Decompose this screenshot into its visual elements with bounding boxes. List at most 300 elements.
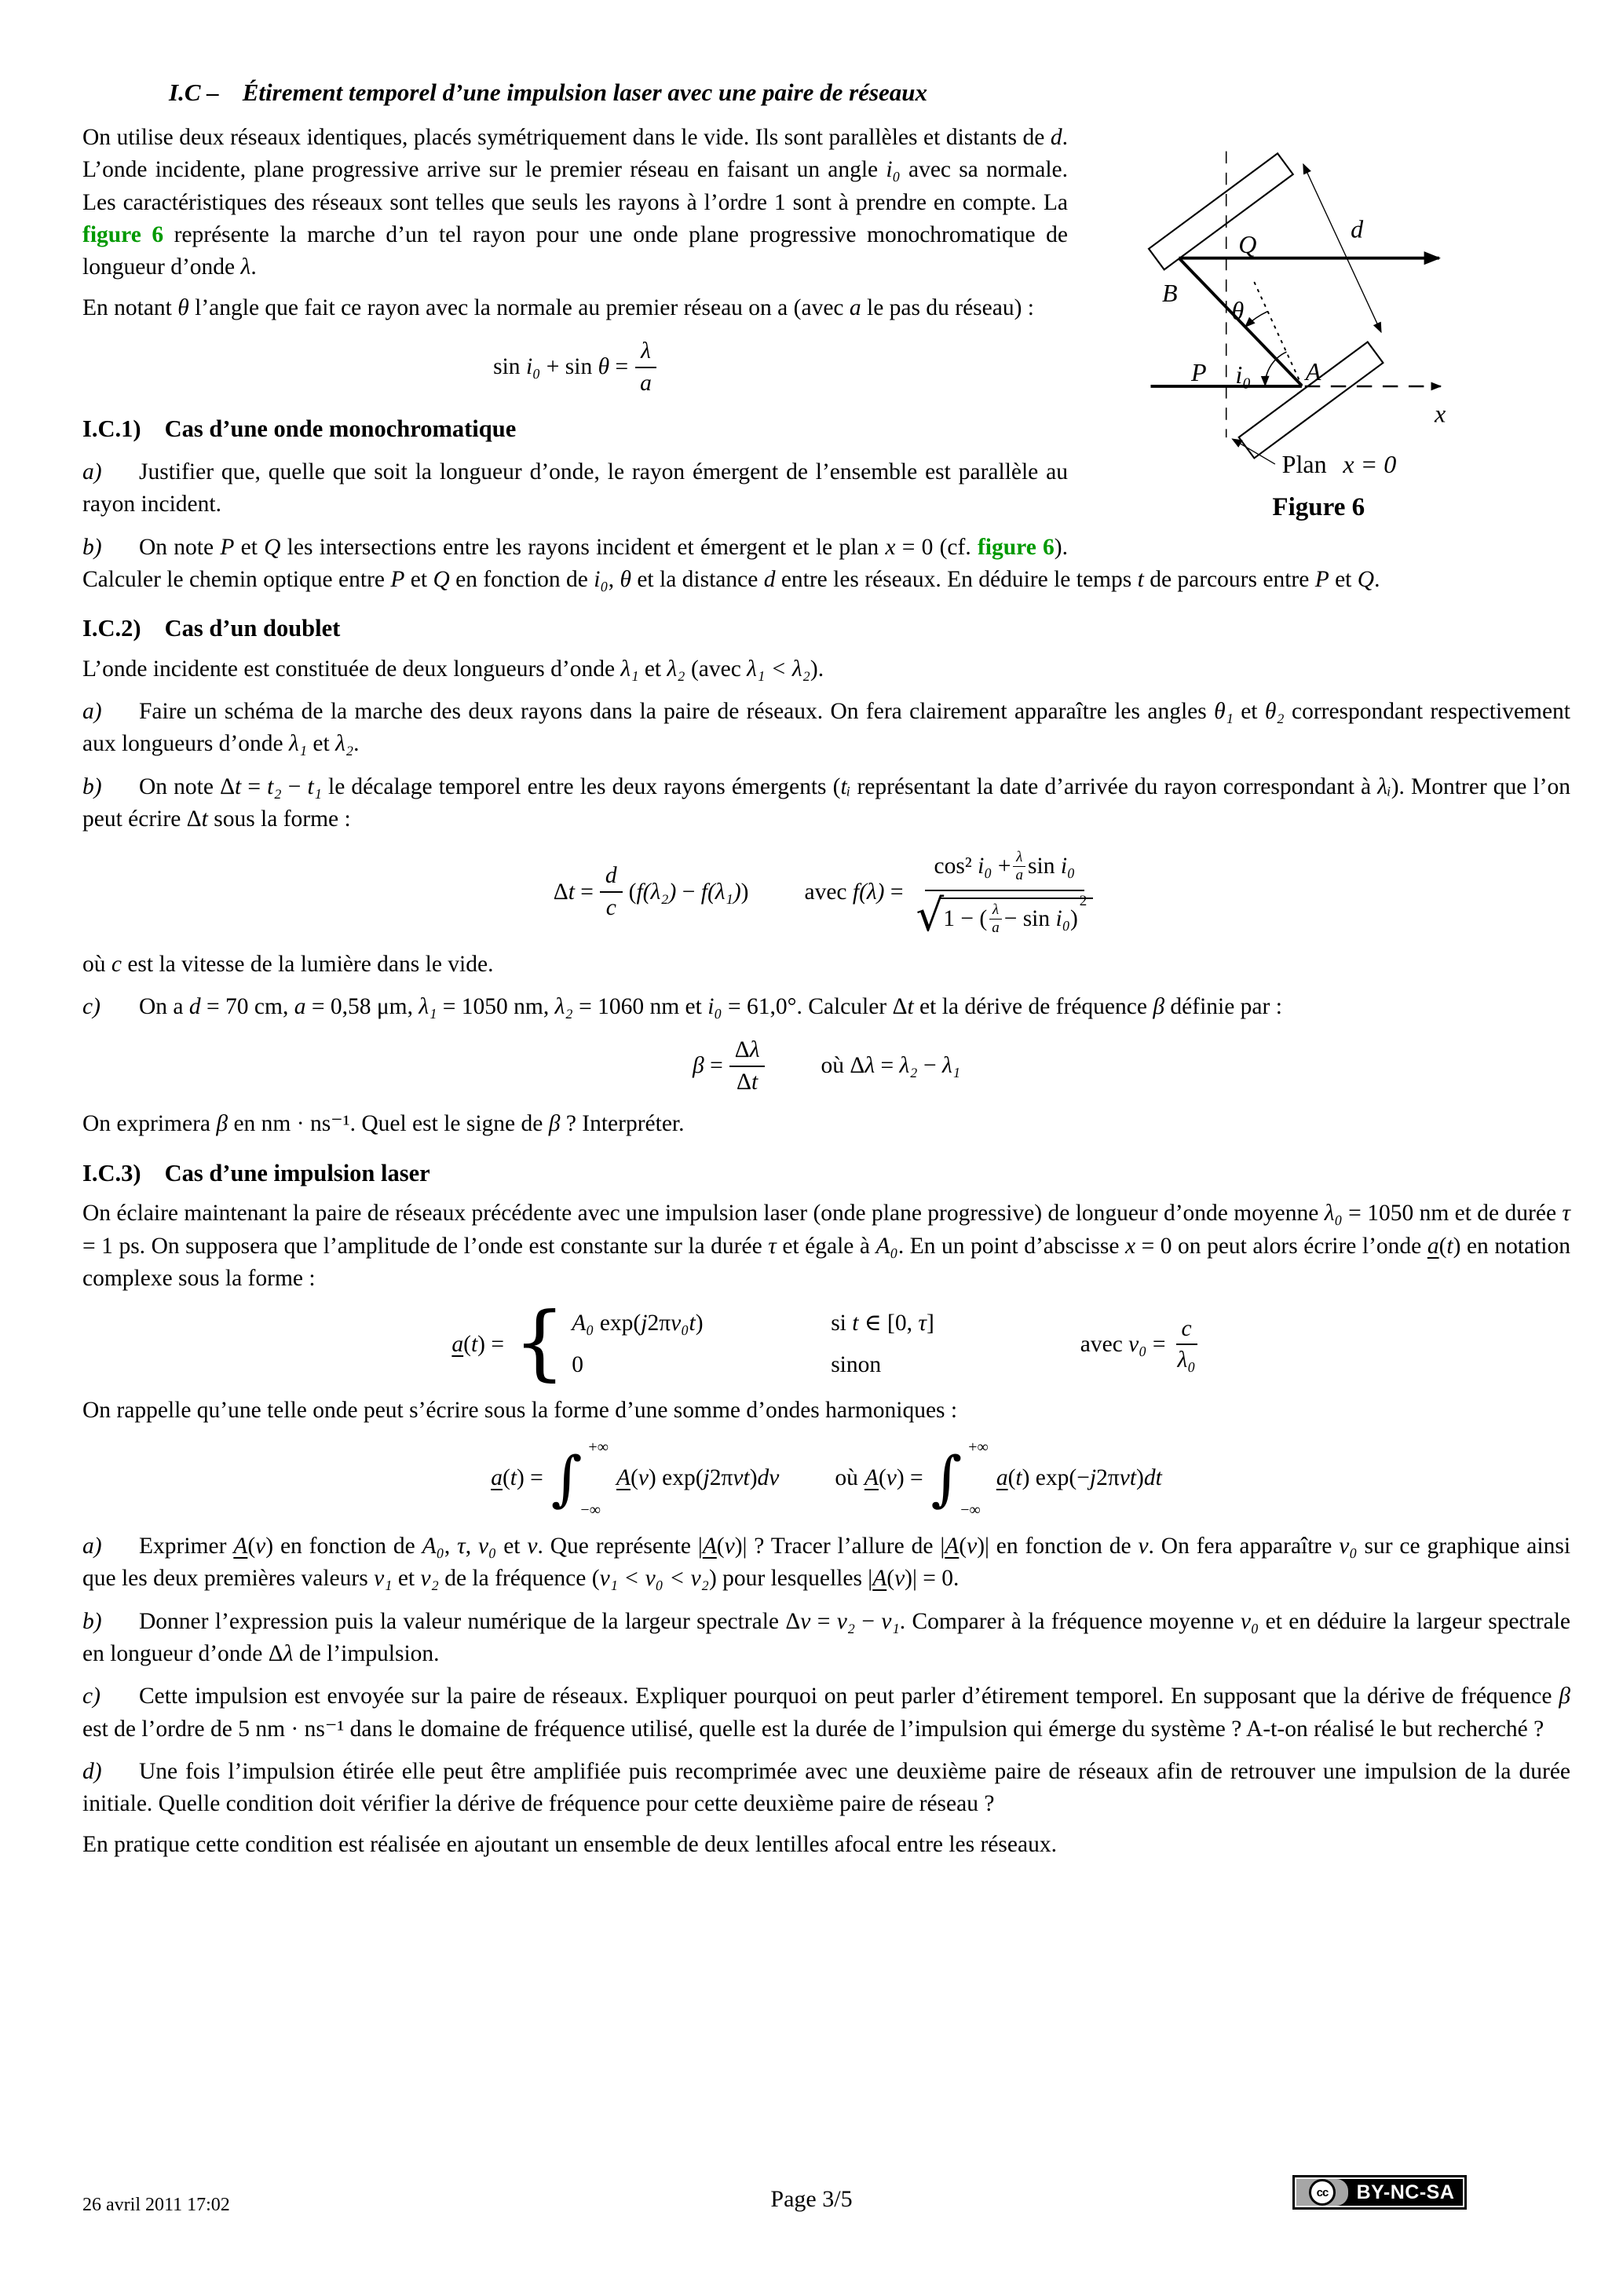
text-run: i₀ [978, 853, 992, 879]
label-i0: i₀ [1235, 360, 1252, 389]
text-run: λ₂ [335, 731, 354, 757]
text-run: ) = [477, 1331, 505, 1357]
text-run: ν [527, 1534, 538, 1559]
equation-delta-t [82, 848, 1570, 942]
text-run: j [703, 1465, 710, 1491]
text-run: a [849, 295, 861, 321]
figure-6-link[interactable]: figure 6 [977, 534, 1055, 560]
IC3-intro [82, 1197, 1570, 1295]
text-run: P [390, 566, 405, 592]
text-run: On éclaire maintenant la paire de réseaux précédente avec une impulsion laser (onde plane progressive) de longueur d’onde moyenne [82, 1201, 1325, 1227]
text-run: A [945, 1534, 960, 1559]
theta-angle-arc [1245, 312, 1267, 327]
text-run: représentant la date d’arrivée du rayon correspondant à [850, 773, 1378, 799]
text-run: est la vitesse de la lumière dans le vide. [121, 952, 494, 978]
text-run: . Comparer à la fréquence moyenne [899, 1608, 1241, 1634]
text-run: ν [769, 1465, 780, 1491]
text-run: ) [749, 1465, 758, 1491]
equation-lhs [493, 351, 628, 383]
text-run: ( [1007, 1465, 1016, 1491]
text-run: j [641, 1311, 648, 1336]
text-run: )| ? Tracer l’allure de | [734, 1534, 945, 1559]
item-IC3-d [82, 1756, 1570, 1821]
text-run: cos² [934, 853, 978, 879]
text-run: = [609, 353, 629, 379]
cc-license-text: BY-NC-SA [1348, 2179, 1463, 2206]
text-run: où [82, 952, 111, 978]
brace: { [514, 1293, 566, 1390]
text-run: = 61,0°. Calculer Δ [722, 994, 908, 1020]
text-run: i₀ [594, 566, 609, 592]
text-run: = 1050 nm, [437, 994, 555, 1020]
text-run: τ [768, 1233, 777, 1259]
heading-IC3: I.C.3) Cas d’une impulsion laser [82, 1159, 430, 1186]
text-run: Donner l’expression puis la valeur numérique de la largeur spectrale Δ [139, 1608, 801, 1634]
label-d: d [1351, 214, 1364, 243]
text-run: ) en fonction de [265, 1534, 422, 1559]
text-run: f(λ₁) [700, 879, 741, 905]
text-run: j [1089, 1465, 1097, 1491]
text-run: d [188, 994, 201, 1020]
text-run: correspondant respectivement aux longueurs d’onde [82, 699, 1570, 757]
text-run: ? Interpréter. [560, 1111, 685, 1137]
text-run: x [1124, 1233, 1136, 1259]
figure-6 [1082, 79, 1570, 529]
text-run: + sin [540, 353, 598, 379]
text-run: où Δ [821, 1052, 865, 1078]
text-run: λ [283, 1640, 294, 1666]
item-IC1-b [82, 532, 1570, 597]
text-run: t [743, 1465, 750, 1491]
text-run: ν₂ [420, 1566, 439, 1592]
text-run: et en déduire la largeur spectrale en longueur d’onde Δ [82, 1608, 1571, 1666]
text-run: ν [724, 1534, 735, 1559]
text-run: θ₁ [1214, 699, 1234, 725]
text-run: sous la forme : [207, 806, 351, 832]
text-run: (avec [685, 656, 748, 682]
grating-upper [1149, 153, 1293, 269]
text-run: ( [1438, 1233, 1447, 1259]
text-run: = [574, 879, 594, 905]
figure-6-link[interactable]: figure 6 [82, 221, 164, 247]
text-run: ν [1119, 1465, 1130, 1491]
text-run: λ₁ [620, 656, 639, 682]
text-run: a [996, 1465, 1008, 1491]
text-run: ( [502, 1465, 510, 1491]
text-run: = 0,58 μm, [305, 994, 419, 1020]
text-run: ν [800, 1608, 811, 1634]
text-run: ν₂ [836, 1608, 856, 1634]
text-run: λᵢ [1377, 773, 1391, 799]
item-label: a) [82, 699, 102, 725]
text-run: )| = 0. [905, 1566, 960, 1592]
text-run: 2π [647, 1311, 671, 1336]
text-run: = 1050 nm et de durée [1342, 1201, 1563, 1227]
text-run: ν [886, 1465, 897, 1491]
text-run: le pas du réseau) : [861, 295, 1034, 321]
text-run: ( [463, 1331, 471, 1357]
text-run: λ [240, 254, 251, 280]
text-run: et [1329, 566, 1358, 592]
label-Q: Q [1238, 229, 1257, 258]
text-run: ( [959, 1534, 967, 1559]
text-run: a [294, 994, 306, 1020]
fraction-dlambda-dt [729, 1036, 766, 1096]
item-label: b) [82, 534, 102, 560]
heading-IC2: I.C.2) Cas d’un doublet [82, 615, 341, 642]
IC2-ou-c [82, 949, 1570, 981]
text-run: t [568, 879, 575, 905]
text-run: Q [1357, 566, 1375, 592]
text-run: θ [620, 566, 631, 592]
text-run: , [444, 1534, 458, 1559]
fraction-d-c: $\frac{d}{c}$ [600, 862, 623, 922]
text-run: On exprimera [82, 1111, 217, 1137]
text-run: ν₁ [881, 1608, 900, 1634]
text-run: λ₂ [554, 994, 573, 1020]
text-run: et [307, 731, 336, 757]
text-run: Exprimer [139, 1534, 234, 1559]
integral-lower-limit: −∞ [960, 1501, 981, 1519]
text-run: avec [804, 879, 853, 905]
exponent: 2 [1079, 893, 1087, 910]
text-run: t [1137, 566, 1144, 592]
text-run: entre les réseaux. En déduire le temps [775, 566, 1138, 592]
text-run: et [638, 656, 667, 682]
text-run: a [1427, 1233, 1439, 1259]
text-run: ) [695, 1311, 704, 1336]
text-run: On utilise deux réseaux identiques, placés symétriquement dans le vide. Ils sont parallèles et distants de [82, 124, 1051, 150]
text-run: = [875, 1052, 900, 1078]
text-run: P [1314, 566, 1329, 592]
text-run: ν₁ < ν₀ < ν₂ [599, 1566, 709, 1592]
text-run: 2π [709, 1465, 733, 1491]
text-run: t [852, 1311, 859, 1336]
text-run: représente la marche d’un tel rayon pour une onde plane progressive monochromatique de longueur d’onde [82, 221, 1068, 280]
fraction-f-lambda [910, 848, 1100, 942]
text-run: en fonction de [449, 566, 594, 592]
cases [572, 1307, 934, 1382]
text-run: t [751, 1069, 758, 1095]
text-run: ( [716, 1534, 725, 1559]
integral-lower-limit: −∞ [580, 1501, 601, 1519]
text-run: θ [598, 353, 610, 379]
text-run: . [353, 731, 360, 757]
text-run: t [1446, 1233, 1453, 1259]
text-run: λ₀ [1324, 1201, 1343, 1227]
text-run: . [250, 254, 257, 280]
item-IC2-c [82, 991, 1570, 1023]
text-run: . En un point d’abscisse [897, 1233, 1125, 1259]
text-run: A [872, 1566, 887, 1592]
text-run: sinon [831, 1352, 882, 1378]
text-run: t [689, 1311, 696, 1336]
text-run: β [1153, 994, 1165, 1020]
text-run: Justifier que, quelle que soit la longueur d’onde, le rayon émergent de l’ensemble est parallèle au rayon incident. [82, 459, 1068, 517]
label-A: A [1305, 357, 1321, 386]
text-run: ν₀ [477, 1534, 497, 1559]
text-run: A₀ [422, 1534, 444, 1559]
equation-beta [82, 1036, 1570, 1096]
radical-sign: √ [916, 890, 945, 942]
heading-IC1: I.C.1) Cas d’une onde monochromatique [82, 415, 517, 443]
text-run: t [1155, 1465, 1162, 1491]
text-run: ν₀ [671, 1311, 689, 1336]
label-theta: θ [1231, 296, 1245, 325]
text-run: et [1233, 699, 1265, 725]
text-run: , [608, 566, 620, 592]
text-run: sin [493, 353, 526, 379]
text-run: 0 [572, 1352, 583, 1378]
item-label: a) [82, 1534, 102, 1559]
IC2-exprimera [82, 1108, 1570, 1140]
text-run: et la dérive de fréquence [913, 994, 1153, 1020]
plan-label: Plan [1281, 449, 1327, 478]
text-run: On note Δ [139, 773, 236, 799]
text-run: − [676, 879, 701, 905]
section-title-text: Étirement temporel d’une impulsion laser avec une paire de réseaux [242, 79, 928, 106]
plan-pointer-line [1232, 439, 1274, 464]
text-run: = 1 ps. On supposera que l’amplitude de l’onde est constante sur la durée [82, 1233, 769, 1259]
text-run: Δ [737, 1069, 751, 1095]
text-run: β [548, 1111, 561, 1137]
text-run: l’angle que fait ce rayon avec la normale au premier réseau on a (avec [188, 295, 850, 321]
text-run: β [1559, 1684, 1570, 1709]
integral: ∫ +∞ −∞ [550, 1439, 609, 1519]
equation-a-t [82, 1293, 1570, 1390]
text-run: θ [177, 295, 189, 321]
text-run: = 70 cm, [200, 994, 294, 1020]
text-run: ν [733, 1465, 744, 1491]
item-IC3-a [82, 1530, 1570, 1596]
text-run: ( [631, 1465, 638, 1491]
text-run: est de l’ordre de 5 nm · ns⁻¹ dans le domaine de fréquence utilisé, quelle est la durée de l’impulsion qui émerge du système ? A-t-on réalisé le but recherché ? [82, 1716, 1544, 1742]
text-run: t [1129, 1465, 1137, 1491]
label-B: B [1162, 279, 1178, 308]
text-run: λ₁ [288, 731, 308, 757]
text-run: λ₂ [899, 1052, 918, 1078]
text-run: β [216, 1111, 228, 1137]
IC3-final [82, 1829, 1570, 1861]
text-run: définie par : [1164, 994, 1282, 1020]
cc-logo-background [1296, 2179, 1348, 2206]
text-run: )| en fonction de [977, 1534, 1139, 1559]
text-run: ) en notation complexe sous la forme : [82, 1233, 1570, 1291]
text-run: . Que représente | [537, 1534, 703, 1559]
text-run: ). [810, 656, 824, 682]
text-run: t₁ [307, 773, 322, 799]
item-IC2-a [82, 696, 1570, 761]
text-run: Une fois l’impulsion étirée elle peut être amplifiée puis recomprimée avec une deuxième paire de réseaux afin de retrouver une impulsion de la durée initiale. Quelle condition doit vérifier la dérive de fréquence pour cette deuxième paire de réseau ? [82, 1758, 1570, 1817]
item-label: b) [82, 1608, 102, 1634]
fraction-lambda-a-small: $\frac{\lambda}{a}$ [989, 902, 1003, 936]
plan-label-math: x = 0 [1343, 449, 1397, 478]
text-run: On rappelle qu’une telle onde peut s’écrire sous la forme d’une somme d’ondes harmoniques : [82, 1397, 958, 1423]
text-run: de parcours entre [1143, 566, 1315, 592]
text-run: ) [740, 879, 749, 905]
text-run: t [907, 994, 914, 1020]
text-run: x [885, 534, 896, 560]
text-run: et [392, 1566, 421, 1592]
text-run: t [235, 773, 242, 799]
IC2-intro [82, 653, 1570, 686]
text-run: ( [247, 1534, 256, 1559]
item-label: c) [82, 994, 101, 1020]
section-number: I.C – [169, 79, 219, 106]
text-run: et [234, 534, 265, 560]
item-IC3-b [82, 1606, 1570, 1671]
text-run: Δ [734, 1036, 750, 1062]
text-run: ). Calculer le chemin optique entre [82, 534, 1068, 592]
text-run: d [1050, 124, 1062, 150]
grating-normal-dotted [1255, 283, 1302, 386]
text-run: 2π [1096, 1465, 1120, 1491]
text-run: A [233, 1534, 248, 1559]
cc-logo-icon: cc [1309, 2179, 1336, 2206]
text-run: λ₁ [941, 1052, 960, 1078]
text-run: ). Montrer que l’on peut écrire Δ [82, 773, 1571, 832]
integral-upper-limit: +∞ [588, 1439, 609, 1457]
IC3-rappelle [82, 1395, 1570, 1427]
text-run: Δ [553, 879, 568, 905]
text-run: 1 − ( [943, 905, 988, 931]
text-run: Cette impulsion est envoyée sur la paire de réseaux. Expliquer pourquoi on peut parler d’étirement temporel. En supposant que la dérive de fréquence [139, 1684, 1559, 1709]
text-run: i₀ [1055, 905, 1070, 931]
text-run: ] [926, 1311, 934, 1336]
text-run: d [763, 566, 776, 592]
text-run: ) [1069, 905, 1078, 931]
text-run: avec sa normale. Les caractéristiques des réseaux sont telles que seuls les rayons à l’ordre 1 sont à prendre en compte. La [82, 157, 1068, 215]
text-run: − [281, 773, 308, 799]
text-run: = [810, 1608, 837, 1634]
footer-date: 26 avril 2011 17:02 [82, 2195, 230, 2215]
text-run: Faire un schéma de la marche des deux rayons dans la paire de réseaux. On fera clairement apparaître les angles [139, 699, 1215, 725]
text-run: Q [264, 534, 281, 560]
text-run: A [616, 1465, 631, 1491]
text-run: et [404, 566, 433, 592]
text-run: ν [638, 1465, 649, 1491]
text-run: a [491, 1465, 503, 1491]
text-run: ( [628, 879, 637, 905]
text-run: ) [1136, 1465, 1144, 1491]
text-run: , [465, 1534, 478, 1559]
fraction-lambda-a: $\frac{\lambda}{a}$ [634, 338, 657, 397]
text-run: ) pour lesquelles | [708, 1566, 873, 1592]
label-x: x [1435, 399, 1446, 428]
item-IC3-c [82, 1680, 1570, 1746]
equation-fourier [82, 1439, 1570, 1518]
item-label: a) [82, 459, 102, 484]
integral: ∫ +∞ −∞ [930, 1439, 989, 1519]
text-run: On a [139, 994, 189, 1020]
text-run: d [1143, 1465, 1156, 1491]
item-label: c) [82, 1684, 101, 1709]
text-run: ( [878, 1465, 886, 1491]
text-run: = [884, 879, 904, 905]
text-run: = [241, 773, 268, 799]
d-distance-arrow [1303, 164, 1381, 332]
text-run: i₀ [886, 157, 901, 183]
text-run: β [693, 1052, 704, 1078]
text-run: t₂ [267, 773, 282, 799]
text-run: − sin [1003, 905, 1056, 931]
text-run: λ₂ [667, 656, 685, 682]
text-run: i₀ [1060, 853, 1076, 879]
fraction-lambda-a-small: $\frac{\lambda}{a}$ [1013, 850, 1027, 883]
text-run: de la fréquence ( [438, 1566, 600, 1592]
text-run: En notant [82, 295, 178, 321]
text-run: + [992, 853, 1011, 879]
text-run: λ₁ < λ₂ [747, 656, 810, 682]
label-P: P [1190, 358, 1207, 387]
text-run: ν₀ [1240, 1608, 1259, 1634]
text-run: = 1060 nm et [572, 994, 708, 1020]
text-run: ) exp( [648, 1465, 704, 1491]
text-run: τ [918, 1311, 927, 1336]
text-run: sur ce graphique ainsi que les deux premières valeurs [82, 1534, 1571, 1592]
text-run: En pratique cette condition est réalisée en ajoutant un ensemble de deux lentilles afocal entre les réseaux. [82, 1832, 1057, 1858]
footer-page-number: Page 3/5 [770, 2186, 853, 2212]
text-run: On note [139, 534, 221, 560]
text-run: A [864, 1465, 879, 1491]
text-run: et la distance [631, 566, 764, 592]
text-run: en nm · ns⁻¹. Quel est le signe de [228, 1111, 549, 1137]
text-run: = [704, 1052, 723, 1078]
text-run: − [917, 1052, 942, 1078]
text-run: P [220, 534, 235, 560]
text-run: ν₀ [1128, 1331, 1147, 1357]
text-run: τ [1562, 1201, 1570, 1227]
text-run: ν₀ [1339, 1534, 1358, 1559]
item-IC2-b [82, 771, 1570, 836]
text-run: c [111, 952, 122, 978]
text-run: − [855, 1608, 882, 1634]
text-run: les intersections entre les rayons incident et émergent et le plan [280, 534, 886, 560]
text-run: a [451, 1331, 464, 1357]
item-label: d) [82, 1758, 102, 1784]
text-run: t [1015, 1465, 1022, 1491]
text-run: ) = [896, 1465, 923, 1491]
fraction-c-lambda0: $\frac{c}{\text{λ₀}}$ [1172, 1315, 1201, 1375]
text-run: si [831, 1311, 853, 1336]
text-run: θ₂ [1264, 699, 1285, 725]
text-run: A [702, 1534, 717, 1559]
text-run: d [757, 1465, 769, 1491]
text-run: i₀ [707, 994, 722, 1020]
text-run: . On fera apparaître [1148, 1534, 1340, 1559]
text-run: tᵢ [840, 773, 851, 799]
text-run: t [470, 1331, 478, 1357]
text-run: ν [255, 1534, 266, 1559]
text-run: λ₁ [419, 994, 437, 1020]
text-run: exp( [594, 1311, 642, 1336]
text-run: sin [1028, 853, 1061, 879]
text-run: . [1374, 566, 1380, 592]
text-run: avec [1080, 1331, 1129, 1357]
text-run: ν [967, 1534, 978, 1559]
text-run: L’onde incidente est constituée de deux longueurs d’onde [82, 656, 621, 682]
text-run: = [1146, 1331, 1166, 1357]
text-run: i₀ [525, 353, 541, 379]
cc-license-badge [1292, 2175, 1467, 2210]
text-run: . L’onde incidente, plane progressive arrive sur le premier réseau en faisant un angle [82, 124, 1068, 183]
figure-6-drawing [1082, 79, 1570, 529]
text-run: Q [433, 566, 450, 592]
text-run: ) = [516, 1465, 543, 1491]
text-run: = 0 (cf. [895, 534, 978, 560]
text-run: et égale à [776, 1233, 876, 1259]
integral-upper-limit: +∞ [968, 1439, 989, 1457]
